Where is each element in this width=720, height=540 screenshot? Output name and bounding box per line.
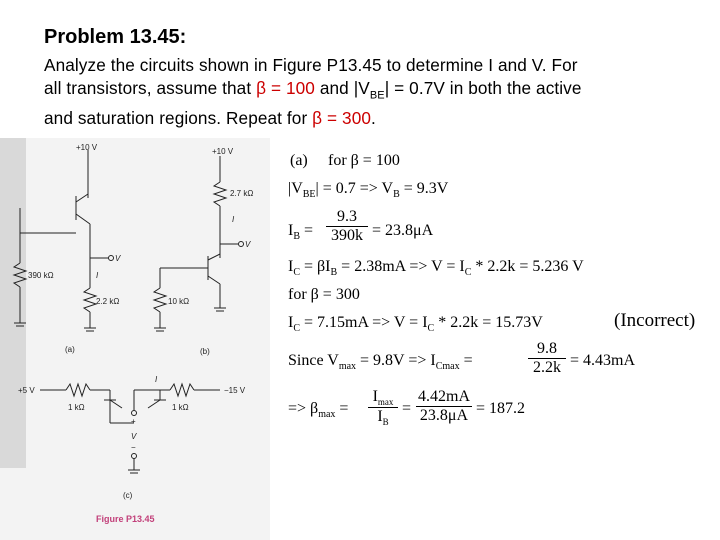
circuit-figure <box>0 138 270 540</box>
beta-max-fraction-1 <box>368 388 398 427</box>
label-i-a: I <box>96 271 99 280</box>
imax-sub: max <box>377 397 394 408</box>
label-b: (b) <box>200 347 210 356</box>
ib-label: $I_B$ = <box>288 222 314 243</box>
incorrect-note: (Incorrect) <box>614 310 696 331</box>
label-minus15v: −15 V <box>224 386 246 395</box>
label-2-7k: 2.7 kΩ <box>230 189 254 198</box>
ic-text: I <box>288 258 294 275</box>
label-minus: − <box>131 443 136 452</box>
problem-statement <box>44 54 684 130</box>
label-v-c: V <box>131 432 137 441</box>
label-1k-b: 1 kΩ <box>172 403 189 412</box>
beta-max-text: => β <box>288 400 319 417</box>
vbe-subscript: BE <box>369 89 385 102</box>
ic-text: I <box>288 314 294 331</box>
problem-title: Problem 13.45: <box>44 26 187 48</box>
vmax-sub: max <box>338 361 357 373</box>
beta-100: β = 100 <box>256 78 315 98</box>
ic-sub: C <box>464 267 472 279</box>
label-1k-a: 1 kΩ <box>68 403 85 412</box>
beta-300: β = 300 <box>312 108 372 129</box>
ic-text: = 7.15mA => V = I <box>300 314 428 331</box>
label-5v: +5 V <box>18 386 35 395</box>
icmax-sub: Cmax <box>435 361 460 373</box>
for-beta-300: for β = 300 <box>288 286 360 303</box>
statement-text: | = 0.7V in both the active <box>384 78 582 98</box>
imax-value: 4.42mA <box>418 388 470 405</box>
icmax-numerator: 9.8 <box>537 340 557 357</box>
statement-line-1: Analyze the circuits shown in Figure P13.45 to determine I and V. For <box>44 55 578 75</box>
since-text: = 9.8V => I <box>356 352 436 369</box>
statement-text: all transistors, assume that <box>44 78 257 98</box>
label-v-a: V <box>115 254 121 263</box>
icmax-denominator: 2.2k <box>528 358 566 377</box>
ic-line-100 <box>288 258 584 278</box>
ib-text: I <box>288 222 294 239</box>
ib-sub: B <box>330 267 338 279</box>
label-c: (c) <box>123 491 133 500</box>
ib-sub: B <box>382 417 389 428</box>
label-10v-a: +10 V <box>76 143 98 152</box>
ic-text: = 2.38mA => V = I <box>337 258 465 275</box>
icmax-fraction <box>528 340 566 377</box>
statement-text: . <box>371 108 376 129</box>
beta-max-sub: max <box>318 409 336 421</box>
ib-result: = 23.8μA <box>372 222 434 239</box>
ic-text: = βI <box>300 258 331 275</box>
ib-fraction <box>326 208 368 245</box>
v-result-100: * 2.2k = 5.236 V <box>471 258 584 275</box>
ib-text: I <box>377 408 383 426</box>
vbe-sub: BE <box>302 189 316 201</box>
statement-text: and saturation regions. Repeat for <box>44 108 313 129</box>
ib-numerator: 9.3 <box>337 208 357 225</box>
figure-caption: Figure P13.45 <box>96 514 155 524</box>
ib-sub: B <box>293 231 300 243</box>
beta-max-line: => $\beta_{max}$ = <box>288 400 349 421</box>
icmax-result: = 4.43mA <box>570 352 636 369</box>
vbe-line <box>288 180 448 200</box>
label-10k: 10 kΩ <box>168 297 190 306</box>
vb-value: = 9.3V <box>399 180 449 197</box>
imax-text: I <box>372 388 378 405</box>
solution-block: (a) for β = 100 $|V_{BE}| = 0.7 => V_B = 9.3V$ $I_B$ = $\frac{9.3}{390k}$ = 23.8μA $I_C = \beta I_B = 2.38mA => V = I_C * 2.2k = 5.236$ V for β = 300 $I_C = 7.15mA => V = I_C * 2.2k = 15.73V$ (Incorrect) Since $V_{max} = 9.8V => I_{Cmax}$ = $\frac{9.8}{2.2k}$ = 4.43mA => $\beta_{max}$ = $I_{max}$ $I_B$ = $\frac{4.42mA}{23.8\mu A}$ = 187.2 <box>288 152 696 428</box>
ic-sub: C <box>427 323 435 335</box>
since-text: Since V <box>288 352 339 369</box>
label-i-b: I <box>232 215 235 224</box>
ic-line-300 <box>288 314 543 334</box>
vbe-text: | = 0.7 => V <box>315 180 394 197</box>
since-line: Since $V_{max} = 9.8V => I_{Cmax}$ = <box>288 352 473 373</box>
ib-denominator: 390k <box>326 226 368 245</box>
label-10v-b: +10 V <box>212 147 234 156</box>
part-a-label: (a) <box>290 152 308 169</box>
label-2-2k: 2.2 kΩ <box>96 297 120 306</box>
beta-max-result: = 187.2 <box>476 400 526 417</box>
for-beta-100: for β = 100 <box>328 152 400 169</box>
imax-numerator <box>368 388 398 407</box>
vb-sub: B <box>393 189 400 201</box>
beta-max-fraction-2 <box>416 388 472 425</box>
ic-sub: C <box>293 323 300 335</box>
label-v-b: V <box>245 240 251 249</box>
vbe-text: |V <box>288 180 303 197</box>
ic-sub: C <box>293 267 300 279</box>
statement-text: and |V <box>314 78 370 98</box>
v-result-300: * 2.2k = 15.73V <box>434 314 543 331</box>
label-plus: + <box>131 417 136 426</box>
ib-denominator <box>368 407 398 427</box>
label-390k: 390 kΩ <box>28 271 54 280</box>
label-a: (a) <box>65 345 75 354</box>
label-i-c: I <box>155 375 158 384</box>
ib-value: 23.8μA <box>416 406 472 425</box>
